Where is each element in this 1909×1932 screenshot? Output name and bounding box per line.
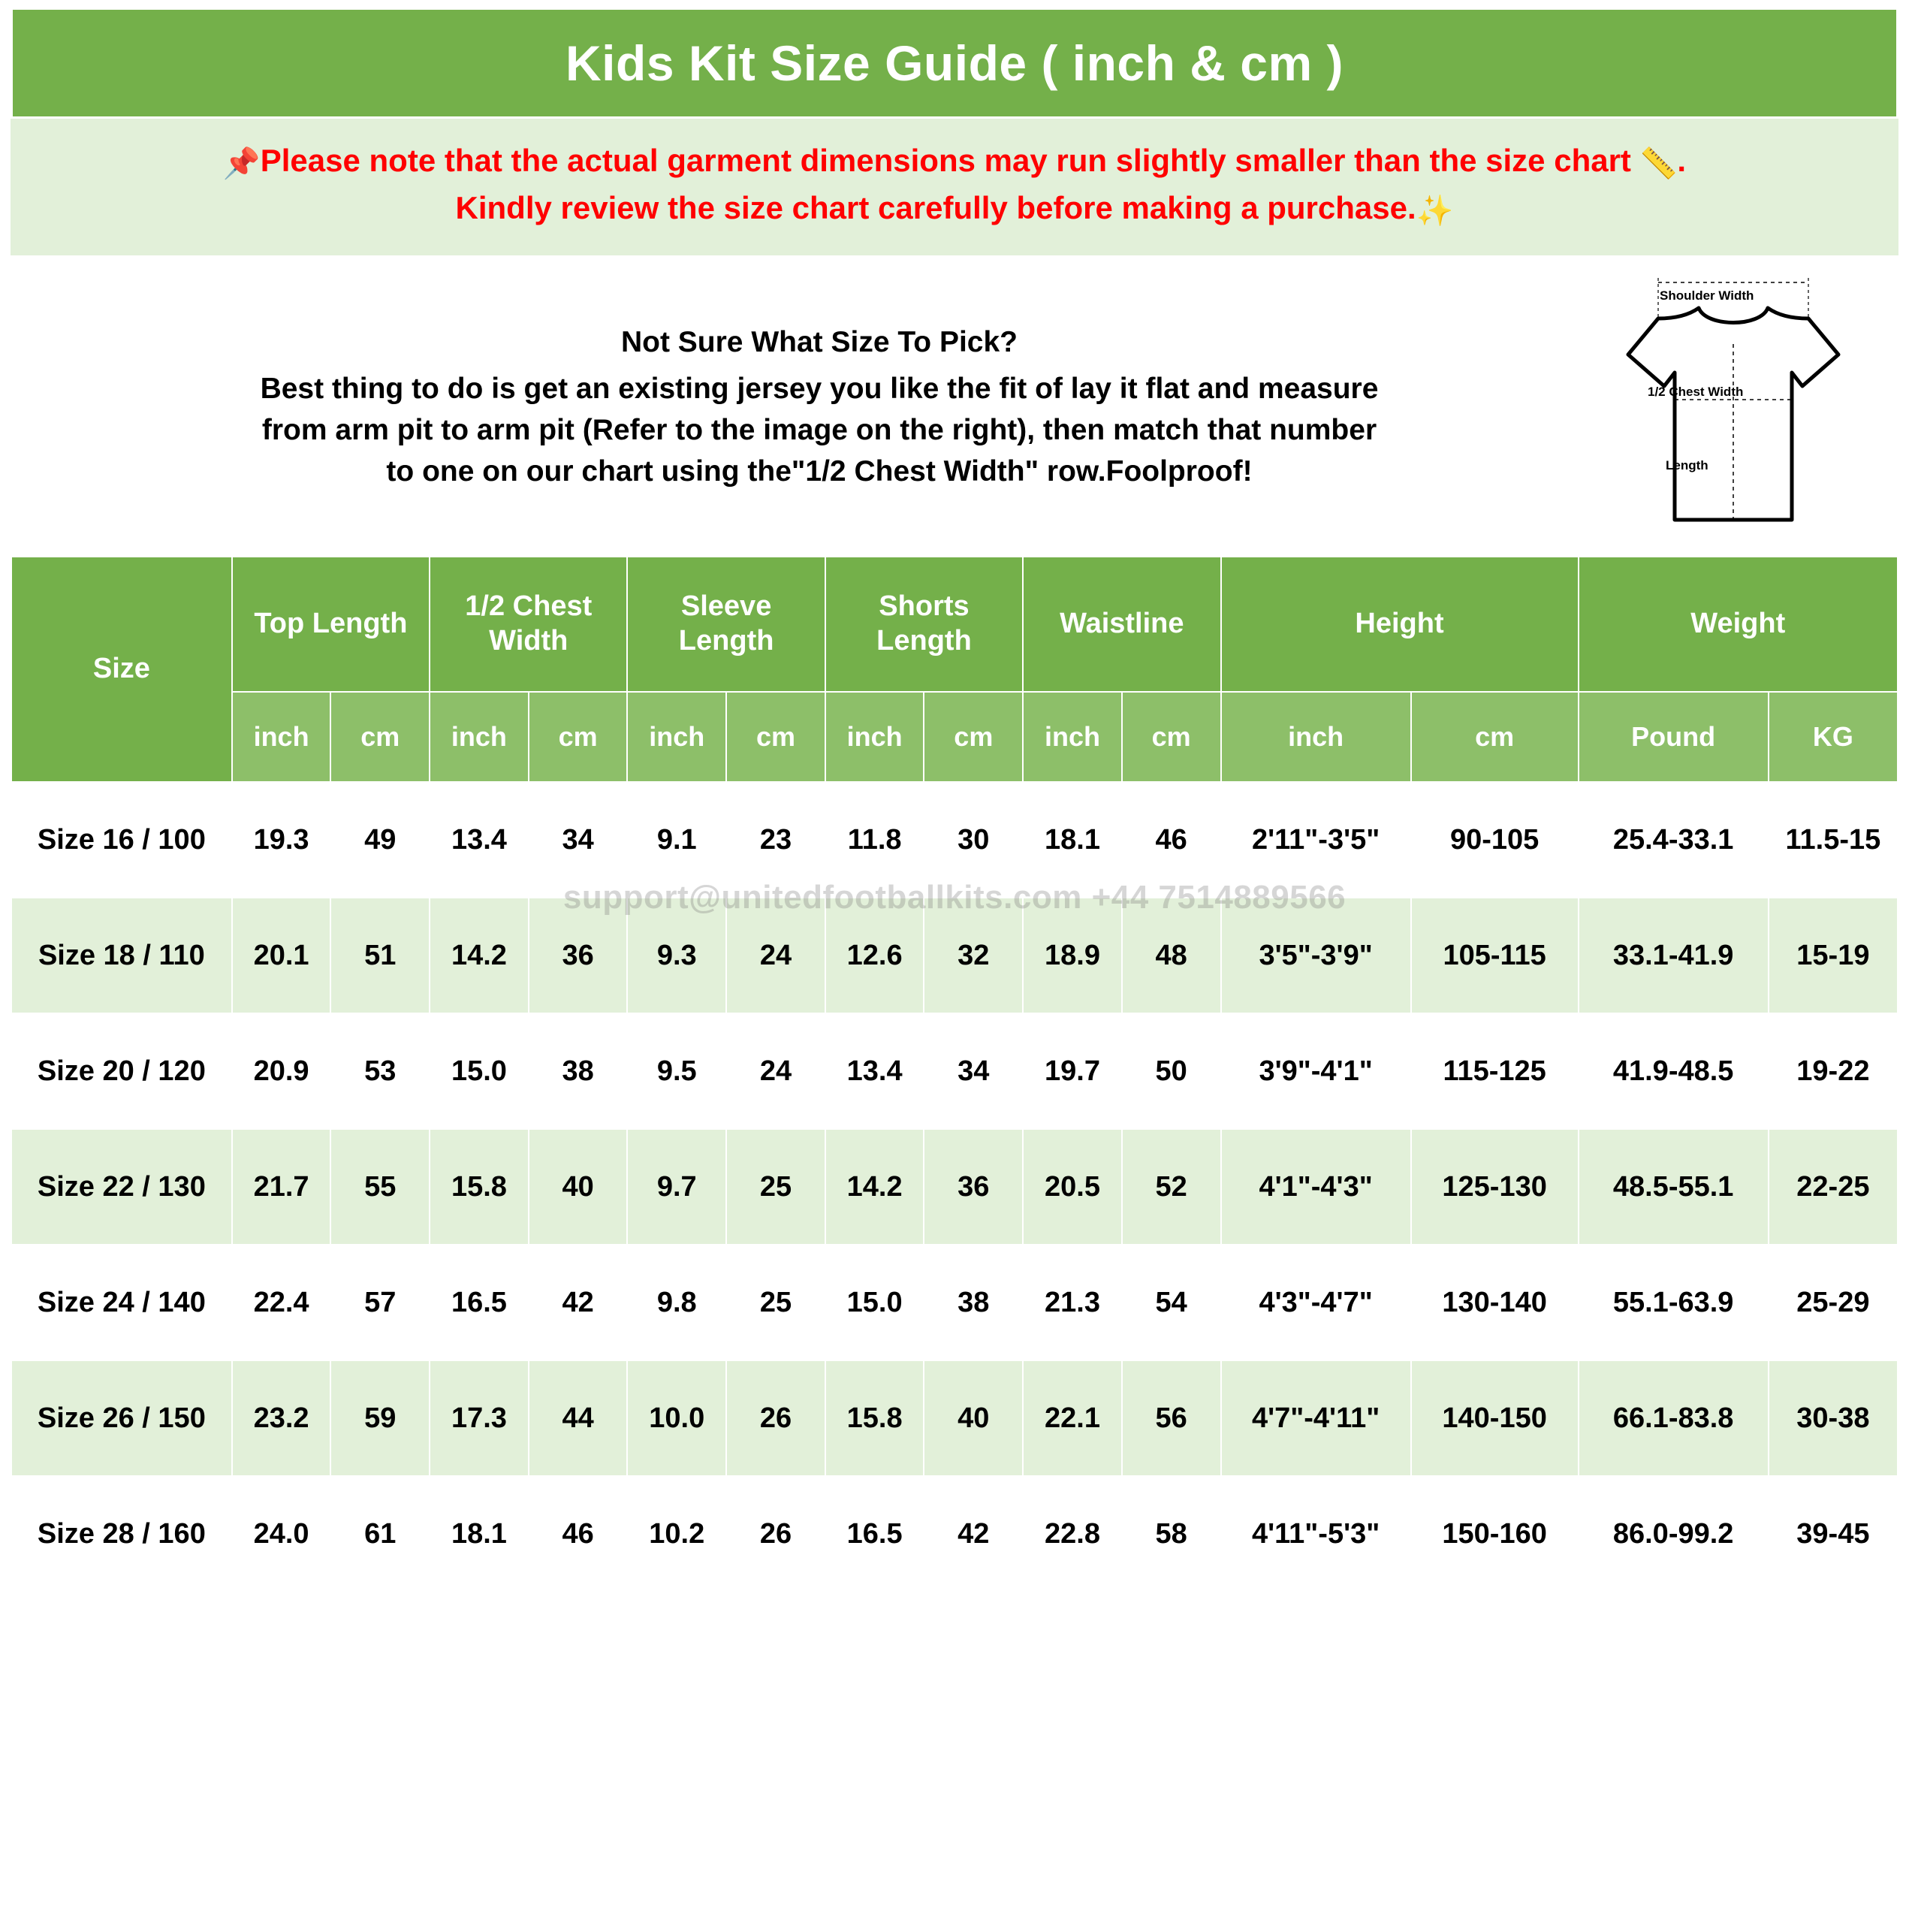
cell-waist-in: 18.9 xyxy=(1023,898,1122,1013)
cell-chest-in: 15.8 xyxy=(430,1129,529,1245)
cell-sleeve-in: 9.3 xyxy=(627,898,726,1013)
th-sleeve-length: Sleeve Length xyxy=(627,557,825,692)
help-line-3: to one on our chart using the"1/2 Chest Width" row.Foolproof! xyxy=(386,455,1253,488)
help-line-1: Best thing to do is get an existing jersey you like the fit of lay it flat and measure xyxy=(260,372,1379,405)
cell-waist-cm: 56 xyxy=(1122,1360,1221,1476)
disclaimer-note xyxy=(11,119,1898,255)
th-unit-sleeve-cm: cm xyxy=(726,692,825,782)
disclaimer-line-2 xyxy=(26,186,1883,233)
th-unit-shorts-cm: cm xyxy=(924,692,1023,782)
cell-top-length-in: 24.0 xyxy=(232,1476,331,1592)
cell-shorts-in: 11.8 xyxy=(825,782,924,898)
cell-shorts-in: 13.4 xyxy=(825,1013,924,1129)
disclaimer-text-1: Please note that the actual garment dimensions may run slightly smaller than the size chart xyxy=(260,143,1631,178)
cell-weight-kg: 15-19 xyxy=(1769,898,1898,1013)
cell-chest-cm: 42 xyxy=(529,1245,628,1360)
cell-waist-cm: 58 xyxy=(1122,1476,1221,1592)
cell-sleeve-cm: 23 xyxy=(726,782,825,898)
cell-weight-lb: 66.1-83.8 xyxy=(1579,1360,1769,1476)
cell-height-in: 4'3"-4'7" xyxy=(1221,1245,1411,1360)
th-size: Size xyxy=(11,557,232,782)
cell-top-length-in: 22.4 xyxy=(232,1245,331,1360)
cell-waist-cm: 54 xyxy=(1122,1245,1221,1360)
th-unit-top-length-cm: cm xyxy=(330,692,430,782)
cell-shorts-in: 14.2 xyxy=(825,1129,924,1245)
cell-top-length-cm: 49 xyxy=(330,782,430,898)
measure-help-section xyxy=(11,255,1898,556)
disclaimer-line-1 xyxy=(26,138,1883,186)
cell-top-length-cm: 55 xyxy=(330,1129,430,1245)
cell-height-in: 4'11"-5'3" xyxy=(1221,1476,1411,1592)
cell-waist-in: 21.3 xyxy=(1023,1245,1122,1360)
table-header-row-units xyxy=(11,692,1898,782)
cell-waist-in: 19.7 xyxy=(1023,1013,1122,1129)
cell-height-in: 2'11"-3'5" xyxy=(1221,782,1411,898)
cell-sleeve-cm: 25 xyxy=(726,1245,825,1360)
cell-sleeve-in: 9.5 xyxy=(627,1013,726,1129)
cell-weight-lb: 86.0-99.2 xyxy=(1579,1476,1769,1592)
table-header-row-groups xyxy=(11,557,1898,692)
cell-chest-cm: 34 xyxy=(529,782,628,898)
disclaimer-text-2: Kindly review the size chart carefully before making a purchase. xyxy=(455,190,1416,225)
cell-weight-lb: 25.4-33.1 xyxy=(1579,782,1769,898)
cell-size: Size 18 / 110 xyxy=(11,898,232,1013)
cell-top-length-in: 20.9 xyxy=(232,1013,331,1129)
cell-chest-cm: 40 xyxy=(529,1129,628,1245)
table-row xyxy=(11,1360,1898,1476)
cell-shorts-cm: 34 xyxy=(924,1013,1023,1129)
cell-weight-lb: 33.1-41.9 xyxy=(1579,898,1769,1013)
cell-waist-in: 20.5 xyxy=(1023,1129,1122,1245)
th-unit-shorts-inch: inch xyxy=(825,692,924,782)
table-row xyxy=(11,782,1898,898)
measure-help-text xyxy=(18,321,1621,493)
page-title: Kids Kit Size Guide ( inch & cm ) xyxy=(565,35,1344,91)
figure-label-chest: 1/2 Chest Width xyxy=(1648,385,1744,399)
cell-weight-kg: 22-25 xyxy=(1769,1129,1898,1245)
table-row xyxy=(11,898,1898,1013)
cell-weight-lb: 55.1-63.9 xyxy=(1579,1245,1769,1360)
help-line-2: from arm pit to arm pit (Refer to the image on the right), then match that number xyxy=(261,414,1377,446)
pushpin-icon: 📌 xyxy=(222,147,261,180)
cell-chest-cm: 44 xyxy=(529,1360,628,1476)
cell-top-length-in: 19.3 xyxy=(232,782,331,898)
cell-shorts-cm: 42 xyxy=(924,1476,1023,1592)
tshirt-diagram xyxy=(1621,272,1861,542)
cell-height-cm: 105-115 xyxy=(1411,898,1579,1013)
th-unit-height-cm: cm xyxy=(1411,692,1579,782)
cell-sleeve-in: 9.8 xyxy=(627,1245,726,1360)
cell-size: Size 20 / 120 xyxy=(11,1013,232,1129)
cell-waist-cm: 50 xyxy=(1122,1013,1221,1129)
cell-chest-in: 17.3 xyxy=(430,1360,529,1476)
cell-chest-in: 14.2 xyxy=(430,898,529,1013)
cell-height-in: 4'7"-4'11" xyxy=(1221,1360,1411,1476)
cell-top-length-in: 23.2 xyxy=(232,1360,331,1476)
size-table-wrapper xyxy=(11,556,1898,1592)
cell-shorts-in: 16.5 xyxy=(825,1476,924,1592)
figure-label-shoulder: Shoulder Width xyxy=(1660,288,1754,303)
cell-chest-in: 13.4 xyxy=(430,782,529,898)
cell-weight-kg: 39-45 xyxy=(1769,1476,1898,1592)
th-waistline: Waistline xyxy=(1023,557,1220,692)
contact-watermark: support@unitedfootballkits.com +44 7514889566 xyxy=(562,879,1347,916)
cell-sleeve-in: 9.1 xyxy=(627,782,726,898)
cell-shorts-in: 12.6 xyxy=(825,898,924,1013)
cell-height-in: 3'5"-3'9" xyxy=(1221,898,1411,1013)
cell-sleeve-cm: 26 xyxy=(726,1476,825,1592)
disclaimer-period: . xyxy=(1677,143,1687,178)
cell-sleeve-in: 10.2 xyxy=(627,1476,726,1592)
cell-sleeve-in: 10.0 xyxy=(627,1360,726,1476)
cell-weight-lb: 41.9-48.5 xyxy=(1579,1013,1769,1129)
cell-waist-cm: 52 xyxy=(1122,1129,1221,1245)
cell-weight-lb: 48.5-55.1 xyxy=(1579,1129,1769,1245)
size-table xyxy=(11,556,1898,1592)
table-row xyxy=(11,1245,1898,1360)
cell-size: Size 22 / 130 xyxy=(11,1129,232,1245)
cell-top-length-cm: 61 xyxy=(330,1476,430,1592)
cell-size: Size 26 / 150 xyxy=(11,1360,232,1476)
cell-waist-cm: 46 xyxy=(1122,782,1221,898)
cell-weight-kg: 11.5-15 xyxy=(1769,782,1898,898)
cell-height-cm: 140-150 xyxy=(1411,1360,1579,1476)
cell-sleeve-cm: 24 xyxy=(726,1013,825,1129)
ruler-icon: 📏 xyxy=(1639,147,1678,180)
cell-shorts-cm: 30 xyxy=(924,782,1023,898)
cell-height-cm: 130-140 xyxy=(1411,1245,1579,1360)
table-row xyxy=(11,1476,1898,1592)
th-unit-waist-cm: cm xyxy=(1122,692,1221,782)
cell-waist-in: 18.1 xyxy=(1023,782,1122,898)
cell-waist-in: 22.1 xyxy=(1023,1360,1122,1476)
cell-chest-in: 16.5 xyxy=(430,1245,529,1360)
th-unit-chest-cm: cm xyxy=(529,692,628,782)
th-top-length: Top Length xyxy=(232,557,430,692)
cell-shorts-cm: 40 xyxy=(924,1360,1023,1476)
th-unit-waist-inch: inch xyxy=(1023,692,1122,782)
cell-weight-kg: 19-22 xyxy=(1769,1013,1898,1129)
th-unit-weight-kg: KG xyxy=(1769,692,1898,782)
cell-top-length-in: 20.1 xyxy=(232,898,331,1013)
cell-chest-cm: 38 xyxy=(529,1013,628,1129)
table-row xyxy=(11,1129,1898,1245)
cell-chest-cm: 46 xyxy=(529,1476,628,1592)
cell-size: Size 16 / 100 xyxy=(11,782,232,898)
cell-height-cm: 90-105 xyxy=(1411,782,1579,898)
cell-shorts-in: 15.0 xyxy=(825,1245,924,1360)
cell-size: Size 28 / 160 xyxy=(11,1476,232,1592)
cell-chest-in: 18.1 xyxy=(430,1476,529,1592)
cell-sleeve-in: 9.7 xyxy=(627,1129,726,1245)
sparkles-icon: ✨ xyxy=(1416,195,1454,228)
th-unit-chest-inch: inch xyxy=(430,692,529,782)
help-question: Not Sure What Size To Pick? xyxy=(620,326,1018,359)
cell-sleeve-cm: 26 xyxy=(726,1360,825,1476)
cell-shorts-cm: 38 xyxy=(924,1245,1023,1360)
th-unit-sleeve-inch: inch xyxy=(627,692,726,782)
cell-height-in: 3'9"-4'1" xyxy=(1221,1013,1411,1129)
cell-height-cm: 150-160 xyxy=(1411,1476,1579,1592)
cell-top-length-cm: 53 xyxy=(330,1013,430,1129)
th-shorts-length: Shorts Length xyxy=(825,557,1023,692)
table-head xyxy=(11,557,1898,782)
figure-label-length: Length xyxy=(1666,458,1708,472)
cell-chest-cm: 36 xyxy=(529,898,628,1013)
page-banner xyxy=(11,8,1898,119)
cell-height-in: 4'1"-4'3" xyxy=(1221,1129,1411,1245)
cell-weight-kg: 30-38 xyxy=(1769,1360,1898,1476)
cell-top-length-in: 21.7 xyxy=(232,1129,331,1245)
table-row xyxy=(11,1013,1898,1129)
cell-size: Size 24 / 140 xyxy=(11,1245,232,1360)
th-height: Height xyxy=(1221,557,1579,692)
cell-top-length-cm: 57 xyxy=(330,1245,430,1360)
th-unit-height-inch: inch xyxy=(1221,692,1411,782)
tshirt-icon xyxy=(1621,272,1861,542)
th-weight: Weight xyxy=(1579,557,1898,692)
cell-height-cm: 115-125 xyxy=(1411,1013,1579,1129)
cell-weight-kg: 25-29 xyxy=(1769,1245,1898,1360)
cell-shorts-cm: 32 xyxy=(924,898,1023,1013)
cell-height-cm: 125-130 xyxy=(1411,1129,1579,1245)
th-unit-weight-pound: Pound xyxy=(1579,692,1769,782)
cell-shorts-in: 15.8 xyxy=(825,1360,924,1476)
th-unit-top-length-inch: inch xyxy=(232,692,331,782)
table-body xyxy=(11,782,1898,1592)
cell-sleeve-cm: 24 xyxy=(726,898,825,1013)
cell-waist-cm: 48 xyxy=(1122,898,1221,1013)
cell-sleeve-cm: 25 xyxy=(726,1129,825,1245)
cell-top-length-cm: 59 xyxy=(330,1360,430,1476)
cell-shorts-cm: 36 xyxy=(924,1129,1023,1245)
cell-waist-in: 22.8 xyxy=(1023,1476,1122,1592)
cell-chest-in: 15.0 xyxy=(430,1013,529,1129)
th-half-chest-width: 1/2 Chest Width xyxy=(430,557,627,692)
cell-top-length-cm: 51 xyxy=(330,898,430,1013)
